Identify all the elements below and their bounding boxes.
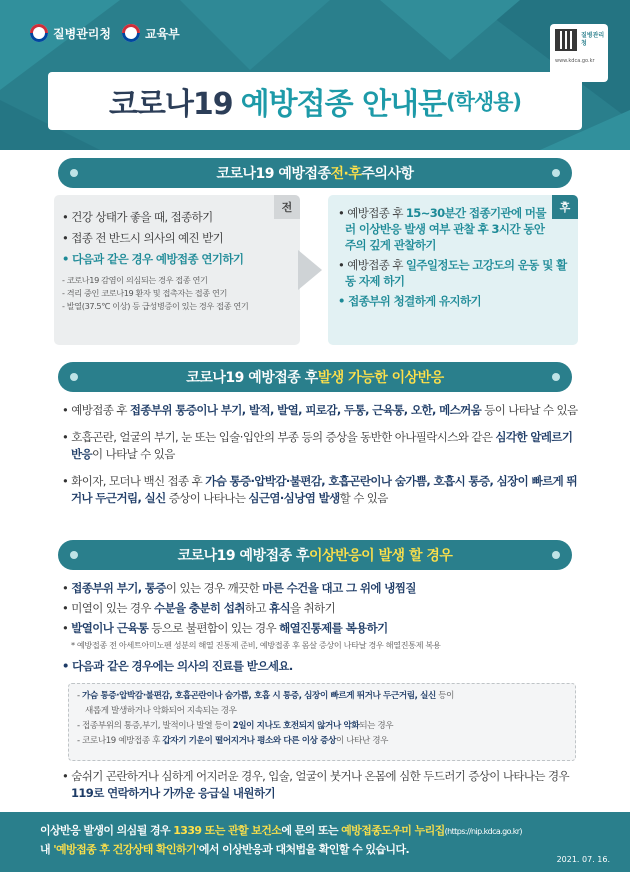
kdca-logo-text: 질병관리청 bbox=[53, 26, 111, 41]
taegeuk-icon bbox=[30, 24, 48, 42]
emergency-list bbox=[62, 768, 582, 812]
list-item: • 예방접종 후 접종부위 통증이나 부기, 발적, 발열, 피로감, 두통, 근육통, 오한, 메스꺼움 등이 나타날 수 있음 bbox=[62, 403, 578, 417]
before-item-postpone: • 다음과 같은 경우 예방접종 연기하기 bbox=[62, 252, 244, 266]
list-item: • 화이자, 모더나 백신 접종 후 가슴 통증·압박감·불편감, 호흡곤란이나 숨가쁨, 호흡시 통증, 심장이 빠르게 뛰거나 두근거림, 실신 증상이 나타나는 심근염·심낭염 발생할 수 있음 bbox=[62, 474, 578, 505]
moe-logo bbox=[122, 24, 180, 42]
title-part2: 예방접종 안내문 bbox=[240, 87, 446, 122]
footer bbox=[0, 812, 630, 872]
section1-title-hl: 전·후 bbox=[330, 166, 362, 182]
list-item: • 접종부위 부기, 통증이 있는 경우 깨끗한 마른 수건을 대고 그 위에 냉찜질 bbox=[62, 581, 416, 595]
section2-title-hl: 발생 가능한 이상반응 bbox=[317, 370, 444, 386]
list-item: • 호흡곤란, 얼굴의 부기, 눈 또는 입술·입안의 부종 등의 증상을 동반한 아나필락시스와 같은 심각한 알레르기 반응이 나타날 수 있음 bbox=[62, 430, 573, 461]
list-item-see-doctor: • 다음과 같은 경우에는 의사의 진료를 받으세요. bbox=[62, 659, 293, 673]
section1-title bbox=[58, 158, 572, 188]
before-item: • 접종 전 반드시 의사의 예진 받기 bbox=[62, 231, 224, 245]
list-item: • 미열이 있는 경우 수분을 충분히 섭취하고 휴식을 취하기 bbox=[62, 601, 336, 615]
before-vaccination-box bbox=[54, 195, 300, 345]
section3-title-a: 코로나19 예방접종 후 bbox=[177, 548, 310, 564]
section1-title-a: 코로나19 예방접종 bbox=[216, 166, 331, 182]
kdca-logo bbox=[30, 24, 111, 42]
after-vaccination-box bbox=[328, 195, 578, 345]
after-tag: 후 bbox=[552, 195, 578, 219]
qr-code-icon bbox=[555, 29, 577, 51]
see-doctor-conditions-box bbox=[68, 683, 576, 761]
condition-item-cont: 새롭게 발생하거나 악화되어 지속되는 경우 bbox=[85, 706, 237, 716]
moe-logo-text: 교육부 bbox=[145, 26, 180, 41]
page-title bbox=[48, 72, 582, 130]
before-item: • 건강 상태가 좋을 때, 접종하기 bbox=[62, 210, 213, 224]
title-part3: (학생용) bbox=[445, 90, 522, 114]
response-list bbox=[62, 580, 582, 685]
condition-item: - 코로나19 예방접종 후 갑자기 기운이 떨어지거나 평소와 다른 이상 증상이 나타난 경우 bbox=[77, 736, 389, 746]
arrow-right-icon bbox=[298, 250, 322, 290]
section3-title bbox=[58, 540, 572, 570]
before-sub-item: - 격리 중인 코로나19 환자 및 접촉자는 접종 연기 bbox=[62, 288, 227, 298]
antipyretic-note: * 예방접종 전 아세트아미노펜 성분의 해열 진통제 준비, 예방접종 후 몸살 증상이 나타날 경우 해열진통제 복용 bbox=[71, 640, 441, 650]
after-item: • 접종부위 청결하게 유지하기 bbox=[338, 294, 482, 308]
title-part1: 코로나19 bbox=[108, 87, 233, 122]
condition-item: - 접종부위의 통증,부기, 발적이나 발열 등이 2일이 지나도 호전되지 않거나 악화되는 경우 bbox=[77, 721, 394, 731]
before-tag: 전 bbox=[274, 195, 300, 219]
section1-title-b: 주의사항 bbox=[361, 166, 414, 182]
list-item: • 발열이나 근육통 등으로 불편함이 있는 경우 해열진통제를 복용하기 bbox=[62, 621, 388, 635]
section2-title-a: 코로나19 예방접종 후 bbox=[186, 370, 318, 386]
before-sub-item: - 발열(37.5℃ 이상) 등 급성병증이 있는 경우 접종 연기 bbox=[62, 301, 249, 311]
footer-line2: 내 '예방접종 후 건강상태 확인하기'에서 이상반응과 대처법을 확인할 수 있습니다. bbox=[40, 843, 410, 856]
footer-line1: 이상반응 발생이 의심될 경우 1339 또는 관할 보건소에 문의 또는 예방접종도우미 누리집(https://nip.kdca.go.kr) bbox=[40, 824, 522, 837]
header-banner bbox=[0, 0, 630, 150]
section3-title-hl: 이상반응이 발생 할 경우 bbox=[309, 548, 453, 564]
side-effects-list bbox=[62, 402, 582, 517]
after-item: • 예방접종 후 15~30분간 접종기관에 머물러 이상반응 발생 여부 관찰 후 3시간 동안 주의 깊게 관찰하기 bbox=[338, 206, 546, 252]
after-item: • 예방접종 후 일주일정도는 고강도의 운동 및 활동 자제 하기 bbox=[338, 258, 567, 288]
nip-link[interactable]: (https://nip.kdca.go.kr) bbox=[444, 827, 522, 836]
qr-label: 질병관리청 bbox=[581, 32, 605, 47]
condition-item: - 가슴 통증·압박감·불편감, 호흡곤란이나 숨가쁨, 호흡 시 통증, 심장이 빠르게 뛰거나 두근거림, 실신 등이 bbox=[77, 691, 455, 701]
before-sub-item: - 코로나19 감염이 의심되는 경우 접종 연기 bbox=[62, 275, 208, 285]
list-item-emergency: • 숨쉬기 곤란하거나 심하게 어지러운 경우, 입술, 얼굴이 붓거나 온몸에 심한 두드러기 증상이 나타나는 경우 119로 연락하거나 가까운 응급실 내원하기 bbox=[62, 769, 569, 800]
section2-title bbox=[58, 362, 572, 392]
qr-site: www.kdca.go.kr bbox=[555, 58, 595, 64]
publish-date: 2021. 07. 16. bbox=[556, 855, 610, 864]
taegeuk-icon bbox=[122, 24, 140, 42]
